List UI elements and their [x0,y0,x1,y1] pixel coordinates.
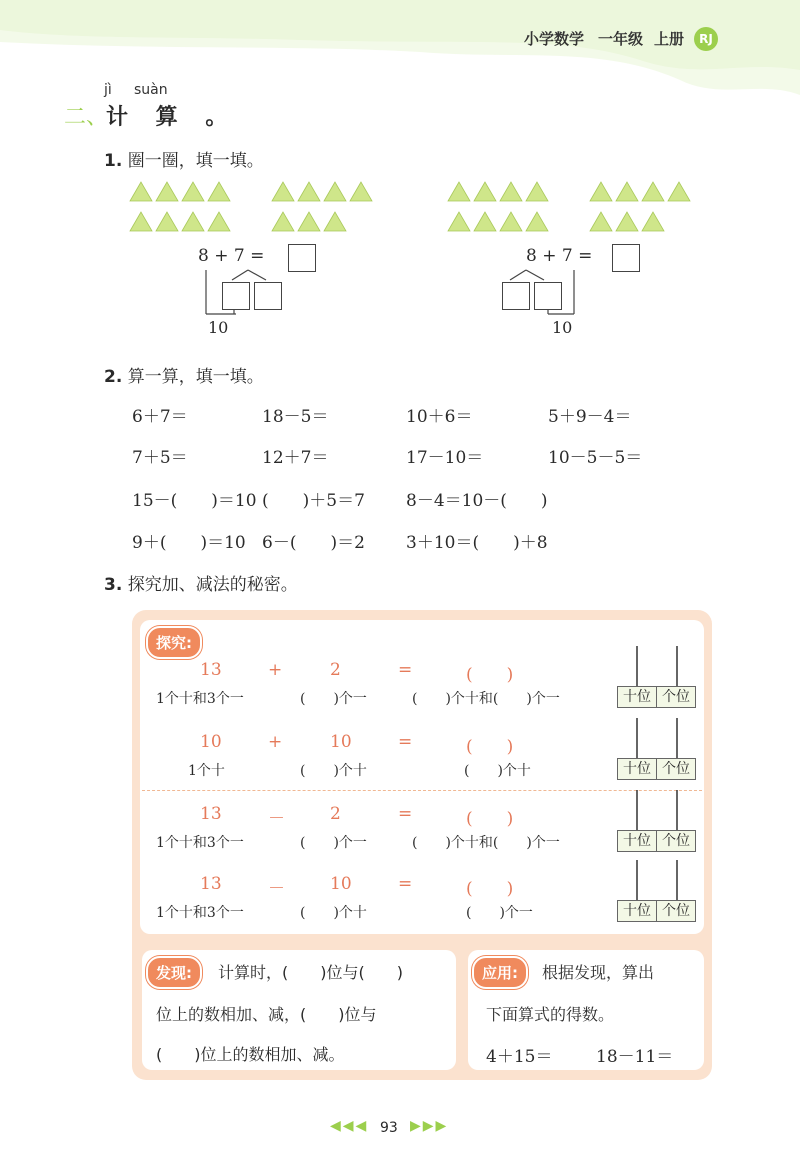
triangle[interactable] [448,182,470,201]
explore-res[interactable]: ( ) [466,665,514,685]
q2-number: 2. [104,367,123,387]
q2-title [104,362,264,387]
explore-line-part[interactable]: ( )个十 [300,905,367,921]
q3-text: 探究加、减法的秘密。 [127,575,298,595]
explore-line-part[interactable]: 1个十和3个一 [156,835,244,851]
section-number: 二、 [64,105,109,130]
q1-left-split-box-1[interactable] [222,282,250,310]
q2-exercise[interactable]: 15－( )＝10 [132,491,257,511]
explore-b: 10 [330,732,352,752]
pinyin-suan: suàn [134,82,168,98]
ones-label: 个位 [662,761,690,777]
explore-eq: = [398,874,413,894]
explore-res[interactable]: ( ) [466,737,514,757]
explore-line-part[interactable]: ( )个十 [300,763,367,779]
tens-label: 十位 [618,901,657,921]
explore-line-part[interactable]: 1个十 [188,763,225,779]
explore-line-part[interactable]: ( )个十和( )个一 [412,691,560,707]
q1-title [104,146,264,171]
q2-exercise[interactable]: 5＋9－4＝ [548,407,632,427]
q2-exercise[interactable]: 6＋7＝ [132,407,188,427]
q3-title [104,570,298,595]
page-number: 93 [380,1120,398,1136]
q2-exercise[interactable]: ( )＋5＝7 [262,491,365,511]
explore-op: － [268,879,285,899]
q2-exercise[interactable]: 10＋6＝ [406,407,473,427]
ones-label: 个位 [662,689,690,705]
explore-tag: 探究: [146,626,202,659]
triangle[interactable] [272,182,294,201]
explore-line-part[interactable]: ( )个十和( )个一 [412,835,560,851]
q2-exercise[interactable]: 3＋10＝( )＋8 [406,533,548,553]
triangle[interactable] [526,212,548,231]
q2-exercise[interactable]: 10－5－5＝ [548,448,643,468]
triangle[interactable] [526,182,548,201]
triangle[interactable] [324,182,346,201]
explore-line-part[interactable]: ( )个一 [300,835,367,851]
q1-right-equation: 8 + 7 = [526,246,593,266]
triangle[interactable] [208,182,230,201]
q1-right-answer-box[interactable] [612,244,640,272]
triangle[interactable] [156,182,178,201]
explore-a: 13 [200,804,222,824]
triangle[interactable] [500,212,522,231]
triangle[interactable] [130,212,152,231]
header-volume: 上册 [654,30,685,48]
triangle-groups [120,180,720,240]
ones-label: 个位 [662,833,690,849]
place-value-table [617,830,696,852]
place-value-table [617,758,696,780]
pinyin-ji: jì [104,82,112,98]
explore-b: 2 [330,660,341,680]
discover-line-3: ( )位上的数相加、减。 [156,1045,345,1064]
triangle[interactable] [182,182,204,201]
discover-line-1: 计算时，( )位与( ) [218,963,403,982]
q1-number: 1. [104,151,123,171]
q1-left-split-box-2[interactable] [254,282,282,310]
q2-exercise[interactable]: 7＋5＝ [132,448,188,468]
explore-a: 10 [200,732,222,752]
triangle[interactable] [272,212,294,231]
explore-eq: = [398,804,413,824]
explore-res[interactable]: ( ) [466,879,514,899]
ones-label: 个位 [662,903,690,919]
triangle[interactable] [298,182,320,201]
triangle[interactable] [298,212,320,231]
tens-label: 十位 [618,759,657,779]
q2-exercise[interactable]: 12＋7＝ [262,448,329,468]
triangle[interactable] [642,182,664,201]
triangle[interactable] [590,182,612,201]
explore-line-part[interactable]: 1个十和3个一 [156,691,244,707]
explore-op: + [268,732,283,752]
q1-right-split-box-1[interactable] [502,282,530,310]
header-band [0,0,800,110]
explore-b: 10 [330,874,352,894]
explore-a: 13 [200,660,222,680]
place-value-table [617,686,696,708]
explore-line-part[interactable]: ( )个十 [464,763,531,779]
triangle[interactable] [130,182,152,201]
explore-eq: = [398,660,413,680]
q1-right-ten: 10 [552,318,573,337]
explore-op: － [268,809,285,829]
header-subject: 小学数学 [524,30,585,48]
triangle[interactable] [350,182,372,201]
q2-exercise[interactable]: 8－4＝10－( ) [406,491,548,511]
triangles-left [130,182,372,231]
section-title: 计 算 。 [106,105,238,130]
triangle[interactable] [668,182,690,201]
triangle[interactable] [208,212,230,231]
explore-line-part[interactable]: ( )个一 [466,905,533,921]
q1-right-split-box-2[interactable] [534,282,562,310]
explore-eq: = [398,732,413,752]
apply-tag: 应用: [472,956,528,989]
footer-left-arrows: ◀◀◀ [330,1118,369,1134]
apply-line-1: 根据发现，算出 [542,963,655,982]
explore-res[interactable]: ( ) [466,809,514,829]
triangle[interactable] [182,212,204,231]
apply-eq-1: 4＋15＝ [486,1047,553,1067]
triangle[interactable] [642,212,664,231]
triangle[interactable] [616,182,638,201]
triangle[interactable] [590,212,612,231]
place-value-table [617,900,696,922]
footer-right-arrows: ▶▶▶ [410,1118,449,1134]
triangle[interactable] [324,212,346,231]
triangles-right [448,182,690,231]
explore-b: 2 [330,804,341,824]
explore-op: + [268,660,283,680]
header-badge: RJ [694,27,718,51]
q1-left-equation: 8 + 7 = [198,246,265,266]
tens-label: 十位 [618,687,657,707]
q1-text: 圈一圈，填一填。 [127,151,264,171]
q1-left-ten: 10 [208,318,229,337]
triangle[interactable] [616,212,638,231]
discover-line-2: 位上的数相加、减，( )位与 [156,1005,377,1024]
header-grade: 一年级 [598,30,644,48]
triangle[interactable] [448,212,470,231]
tens-label: 十位 [618,831,657,851]
explore-line-part[interactable]: ( )个一 [300,691,367,707]
q2-exercise[interactable]: 9＋( )＝10 [132,533,246,553]
triangle[interactable] [156,212,178,231]
discover-tag: 发现: [146,956,202,989]
triangle[interactable] [474,212,496,231]
explore-a: 13 [200,874,222,894]
q2-exercise[interactable]: 18－5＝ [262,407,329,427]
apply-line-2: 下面算式的得数。 [486,1005,615,1024]
triangle[interactable] [474,182,496,201]
q2-exercise[interactable]: 6－( )＝2 [262,533,365,553]
q2-exercise[interactable]: 17－10＝ [406,448,484,468]
apply-eq-2: 18－11＝ [596,1047,674,1067]
q3-number: 3. [104,575,123,595]
explore-line-part[interactable]: 1个十和3个一 [156,905,244,921]
q2-text: 算一算，填一填。 [127,367,264,387]
triangle[interactable] [500,182,522,201]
